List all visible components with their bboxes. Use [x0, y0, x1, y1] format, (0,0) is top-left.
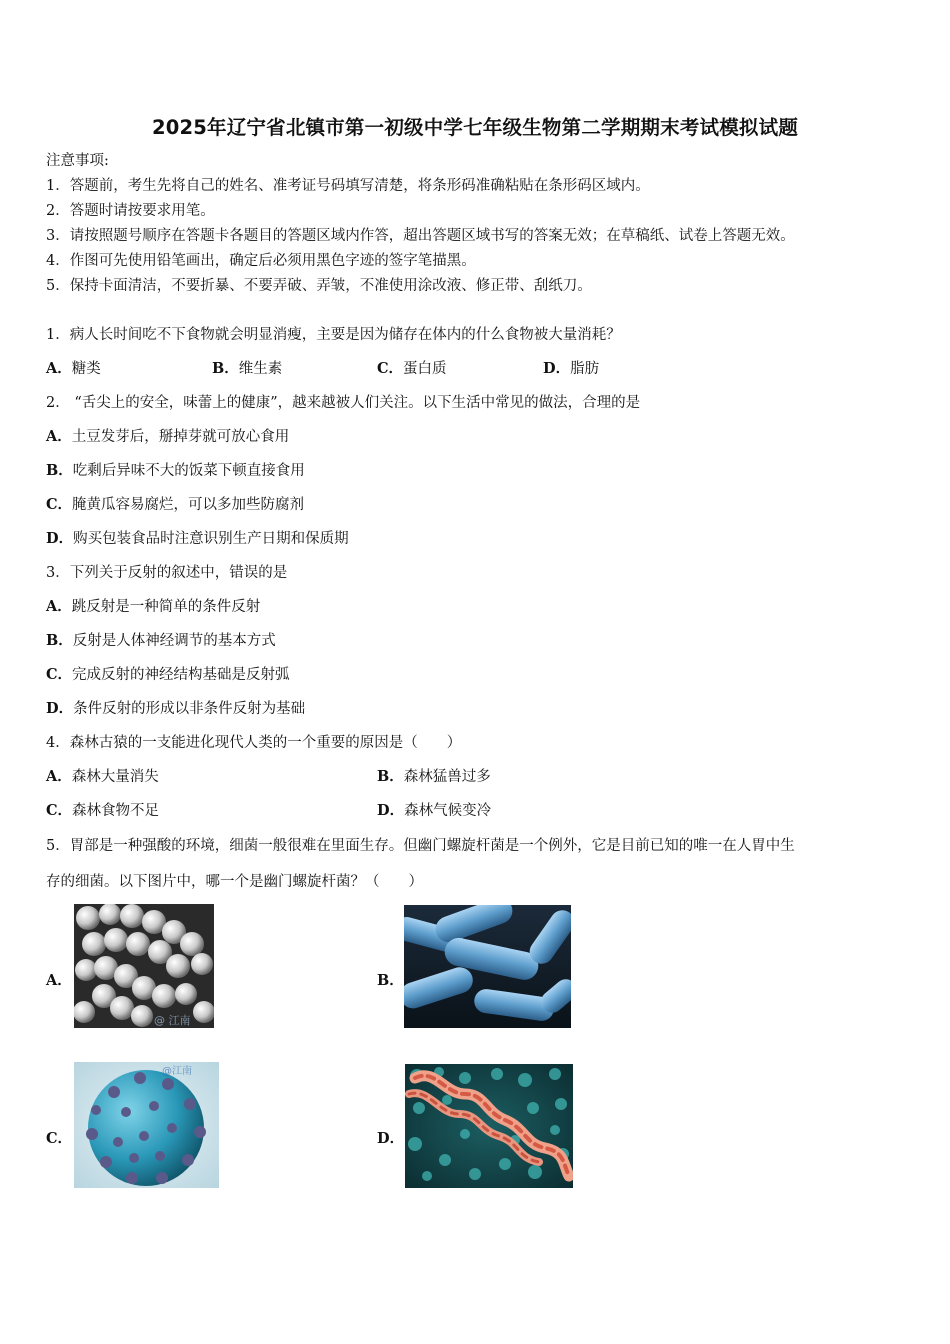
question-4-option-c[interactable]: C．森林食物不足 — [46, 802, 160, 819]
question-3-option-c[interactable]: C．完成反射的神经结构基础是反射弧 — [46, 666, 290, 683]
notice-item: 2．答题时请按要求用笔。 — [46, 203, 215, 219]
notice-heading: 注意事项: — [46, 153, 109, 169]
question-5-option-b-image[interactable] — [404, 905, 571, 1028]
spiral-bacterium-image — [405, 1064, 573, 1188]
notice-item: 1．答题前，考生先将自己的姓名、准考证号码填写清楚，将条形码准确粘贴在条形码区域内。 — [46, 178, 650, 194]
question-5-option-a-label[interactable]: A． — [46, 972, 72, 989]
svg-text:@ 江南: @ 江南 — [154, 1014, 191, 1027]
question-2-stem: 2． “舌尖上的安全，味蕾上的健康”，越来越被人们关注。以下生活中常见的做法，合理的是 — [46, 395, 641, 411]
notice-item: 5．保持卡面清洁，不要折暴、不要弄破、弄皱，不准使用涂改液、修正带、刮纸刀。 — [46, 278, 592, 294]
question-5-option-d-image[interactable] — [405, 1064, 573, 1188]
question-2-option-b[interactable]: B．吃剩后异味不大的饭菜下顿直接食用 — [46, 462, 305, 479]
question-5-option-c-label[interactable]: C． — [46, 1130, 73, 1147]
question-3-option-a[interactable]: A．跳反射是一种简单的条件反射 — [46, 598, 261, 615]
question-5-option-d-label[interactable]: D． — [377, 1130, 405, 1147]
question-4-stem: 4．森林古猿的一支能进化现代人类的一个重要的原因是（ ） — [46, 735, 462, 751]
question-5-option-a-image[interactable] — [74, 904, 214, 1028]
question-4-option-b[interactable]: B．森林猛兽过多 — [377, 768, 491, 785]
question-5-stem-line2: 存的细菌。以下图片中，哪一个是幽门螺旋杆菌？（ ） — [46, 874, 423, 890]
cocci-chain-image — [74, 904, 214, 1028]
notice-item: 3．请按照题号顺序在答题卡各题目的答题区域内作答，超出答题区域书写的答案无效；在草稿纸、试卷上答题无效。 — [46, 228, 795, 244]
notice-item: 4．作图可先使用铅笔画出，确定后必须用黑色字迹的签字笔描黑。 — [46, 253, 476, 269]
question-3-option-b[interactable]: B．反射是人体神经调节的基本方式 — [46, 632, 276, 649]
page-title: 2025年辽宁省北镇市第一初级中学七年级生物第二学期期末考试模拟试题 — [151, 116, 799, 139]
question-4-option-d[interactable]: D．森林气候变冷 — [377, 802, 492, 819]
virus-image — [74, 1062, 219, 1188]
question-1-stem: 1．病人长时间吃不下食物就会明显消瘦，主要是因为储存在体内的什么食物被大量消耗？ — [46, 327, 621, 343]
question-1-option-b[interactable]: B．维生素 — [212, 360, 283, 377]
question-2-option-c[interactable]: C．腌黄瓜容易腐烂，可以多加些防腐剂 — [46, 496, 305, 513]
question-2-option-a[interactable]: A．土豆发芽后，掰掉芽就可放心食用 — [46, 428, 290, 445]
question-5-stem-line1: 5．胃部是一种强酸的环境，细菌一般很难在里面生存。但幽门螺旋杆菌是一个例外，它是目前已知的唯一在人胃中生 — [46, 838, 795, 854]
question-2-option-d[interactable]: D．购买包装食品时注意识别生产日期和保质期 — [46, 530, 349, 547]
question-1-option-c[interactable]: C．蛋白质 — [377, 360, 447, 377]
question-3-option-d[interactable]: D．条件反射的形成以非条件反射为基础 — [46, 700, 306, 717]
svg-text:@江南: @江南 — [162, 1066, 192, 1077]
question-1-option-d[interactable]: D．脂肪 — [543, 360, 600, 377]
bacilli-image — [404, 905, 571, 1028]
question-4-option-a[interactable]: A．森林大量消失 — [46, 768, 159, 785]
question-3-stem: 3．下列关于反射的叙述中，错误的是 — [46, 565, 288, 581]
question-1-option-a[interactable]: A．糖类 — [46, 360, 101, 377]
question-5-option-c-image[interactable] — [74, 1062, 219, 1188]
question-5-option-b-label[interactable]: B． — [377, 972, 404, 989]
